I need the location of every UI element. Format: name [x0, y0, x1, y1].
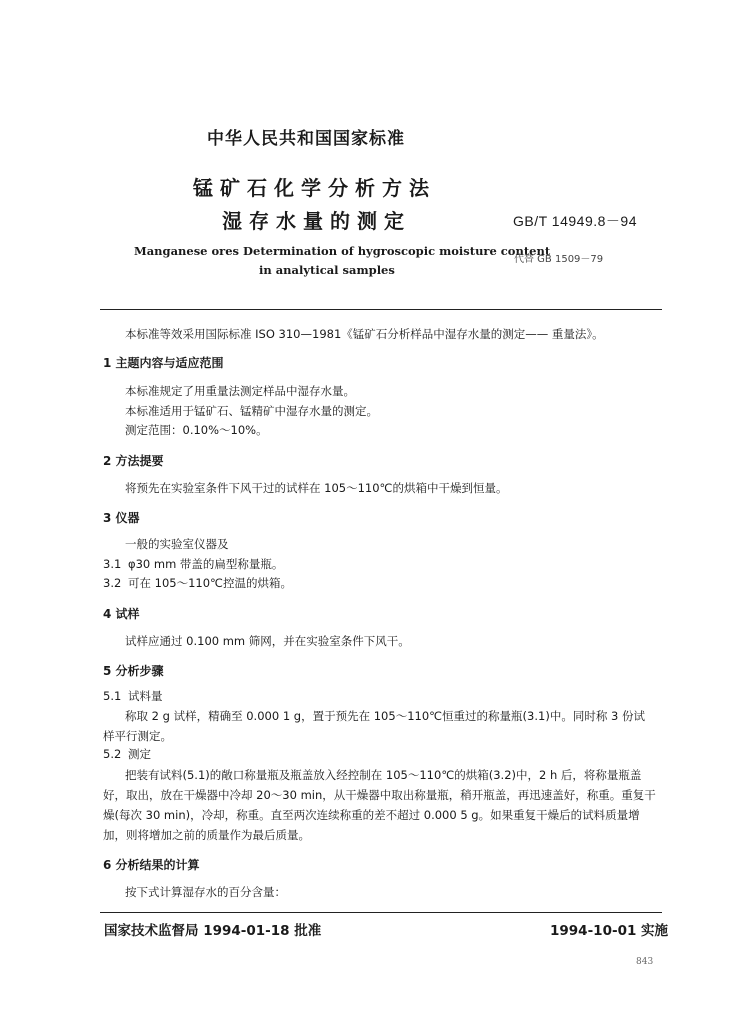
section-5-heading: 5 分析步骤: [103, 664, 164, 678]
section-2-line: 将预先在实验室条件下风干过的试样在 105～110℃的烘箱中干燥到恒量。: [125, 481, 508, 495]
title-line1: 锰矿石化学分析方法: [193, 176, 436, 200]
footer-divider: [100, 912, 662, 913]
english-title-line2: in analytical samples: [259, 263, 395, 277]
section-5-2-line: 好，取出，放在干燥器中冷却 20～30 min，从干燥器中取出称量瓶，稍开瓶盖，再迅速盖好，称重。重复干: [103, 788, 656, 802]
title-line2: 湿存水量的测定: [222, 209, 411, 233]
section-3-heading: 3 仪器: [103, 511, 140, 525]
section-3-line: 一般的实验室仪器及: [125, 537, 229, 551]
section-5-2-title: 测定: [128, 747, 151, 761]
section-5-1-line: 样平行测定。: [103, 729, 172, 743]
section-5-2-number: 5.2: [103, 747, 122, 761]
standard-org: 中华人民共和国国家标准: [207, 129, 405, 149]
replaces-note: 代替 GB 1509－79: [514, 254, 604, 265]
page-number: 843: [636, 957, 654, 967]
section-4-line: 试样应通过 0.100 mm 筛网，并在实验室条件下风干。: [125, 634, 410, 648]
section-5-1-title: 试料量: [128, 689, 163, 703]
section-1-line: 本标准规定了用重量法测定样品中湿存水量。: [125, 384, 355, 398]
section-5-2-line: 燥(每次 30 min)，冷却，称重。直至两次连续称重的差不超过 0.000 5 g。如果重复干燥后的试料质量增: [103, 808, 640, 822]
section-3-item-number: 3.1: [103, 557, 122, 571]
standard-code: GB/T 14949.8－94: [513, 213, 637, 229]
section-5-2-line: 加，则将增加之前的质量作为最后质量。: [103, 828, 310, 842]
section-1-heading: 1 主题内容与适应范围: [103, 356, 224, 370]
section-3-item-text: 可在 105～110℃控温的烘箱。: [128, 576, 292, 590]
section-3-item-text: φ30 mm 带盖的扁型称量瓶。: [128, 557, 284, 571]
section-5-1-line: 称取 2 g 试样，精确至 0.000 1 g，置于预先在 105～110℃恒重过的称量瓶(3.1)中。同时称 3 份试: [125, 709, 645, 723]
approval-note: 国家技术监督局 1994-01-18 批准: [104, 923, 322, 939]
section-1-line: 测定范围：0.10%～10%。: [125, 423, 268, 437]
section-4-heading: 4 试样: [103, 607, 140, 621]
section-6-line: 按下式计算湿存水的百分含量：: [125, 885, 286, 899]
section-1-line: 本标准适用于锰矿石、锰精矿中湿存水量的测定。: [125, 404, 378, 418]
section-6-heading: 6 分析结果的计算: [103, 858, 200, 872]
header-divider: [100, 309, 662, 310]
section-3-item-number: 3.2: [103, 576, 122, 590]
english-title-line1: Manganese ores Determination of hygroscopic moisture content: [134, 244, 551, 258]
effective-date: 1994-10-01 实施: [550, 923, 669, 939]
section-2-heading: 2 方法提要: [103, 454, 164, 468]
section-5-1-number: 5.1: [103, 689, 122, 703]
section-5-2-line: 把装有试料(5.1)的敞口称量瓶及瓶盖放入经控制在 105～110℃的烘箱(3.2)中，2 h 后，将称量瓶盖: [125, 768, 642, 782]
intro-text: 本标准等效采用国际标准 ISO 310—1981《锰矿石分析样品中湿存水量的测定—— 重量法》。: [125, 327, 604, 341]
